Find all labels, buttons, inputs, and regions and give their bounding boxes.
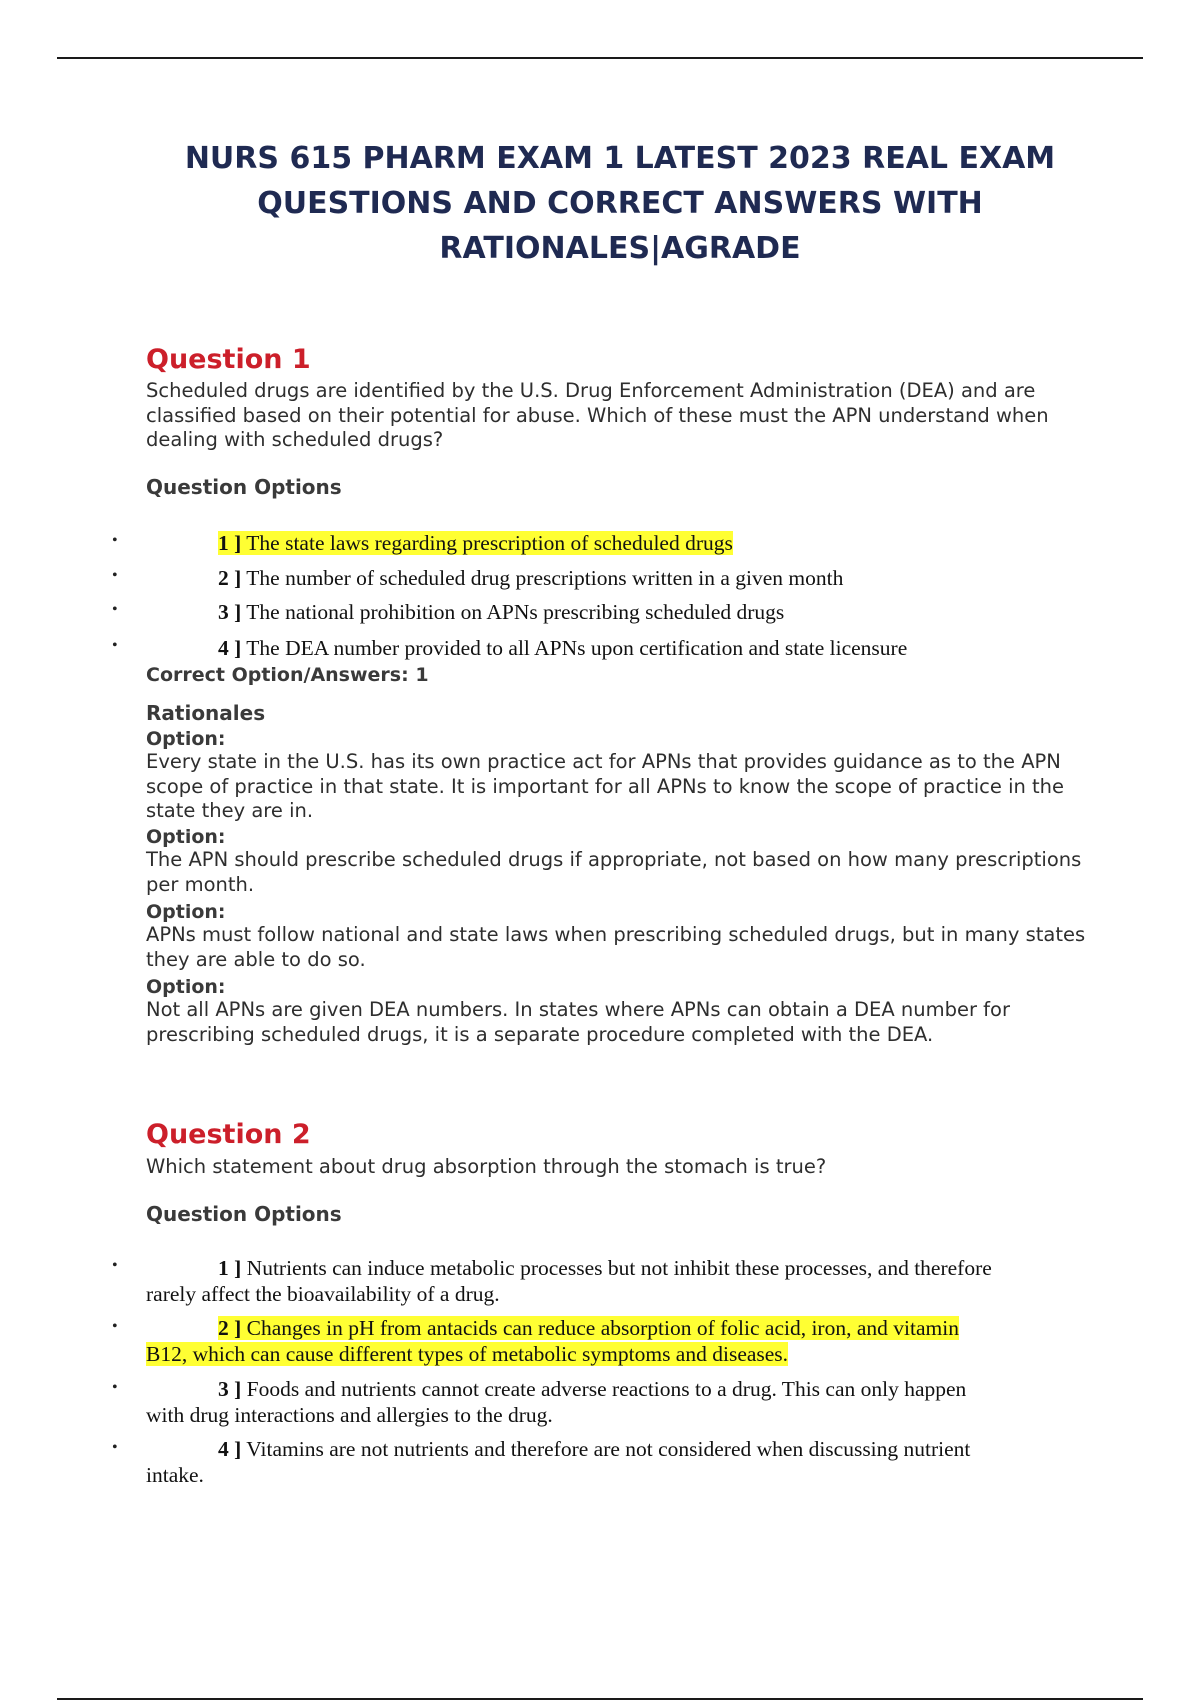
option-text: The national prohibition on APNs prescribing scheduled drugs — [241, 600, 785, 624]
option-text-line-1: Foods and nutrients cannot create adverse reactions to a drug. This can only happen — [241, 1377, 967, 1401]
q2-option-2 — [146, 1315, 1096, 1367]
option-text-line-1: Nutrients can induce metabolic processes but not inhibit these processes, and therefore — [241, 1256, 992, 1280]
option-text: The number of scheduled drug prescriptions written in a given month — [241, 566, 844, 590]
document-title — [140, 136, 1100, 271]
q1-option-1 — [146, 530, 1096, 556]
bullet: • — [112, 1379, 118, 1396]
option-text-line-2: B12, which can cause different types of metabolic symptoms and diseases. — [146, 1342, 789, 1366]
option-number: 3 ] — [218, 1377, 242, 1401]
bullet: • — [112, 1318, 118, 1335]
rationale-4-text: Not all APNs are given DEA numbers. In states where APNs can obtain a DEA number for prescribing scheduled drugs, it is a separate procedure completed with the DEA. — [146, 998, 1010, 1046]
option-number: 4 ] — [218, 636, 242, 660]
option-number: 3 ] — [218, 600, 242, 624]
option-number: 1 ] — [218, 531, 242, 555]
question-2-heading: Question 2 — [146, 1119, 311, 1150]
rationales-heading: Rationales — [146, 701, 266, 725]
title-line-1: NURS 615 PHARM EXAM 1 LATEST 2023 REAL EXAM — [184, 141, 1056, 176]
q1-option-1-highlight — [218, 531, 733, 555]
bullet: • — [112, 601, 118, 618]
rationale-2-text: The APN should prescribe scheduled drugs if appropriate, not based on how many prescriptions per month. — [146, 848, 1082, 896]
option-number: 1 ] — [218, 1256, 242, 1280]
q2-option-2-highlight — [218, 1316, 959, 1340]
q1-option-2 — [146, 565, 1096, 591]
q2-option-3 — [146, 1376, 1096, 1428]
option-text-line-1: Changes in pH from antacids can reduce absorption of folic acid, iron, and vitamin — [241, 1316, 959, 1340]
question-2-options-heading: Question Options — [146, 1202, 342, 1226]
rationale-4-label: Option: — [146, 976, 226, 998]
top-rule — [57, 57, 1143, 59]
rationale-1-text: Every state in the U.S. has its own practice act for APNs that provides guidance as to the APN scope of practice in that state. It is important for all APNs to know the scope of practice in the state they are in. — [146, 750, 1065, 822]
option-text: The state laws regarding prescription of scheduled drugs — [241, 531, 733, 555]
option-text-line-2: rarely affect the bioavailability of a drug. — [146, 1282, 500, 1306]
option-text-line-1: Vitamins are not nutrients and therefore are not considered when discussing nutrient — [241, 1437, 971, 1461]
bullet: • — [112, 1439, 118, 1456]
question-1-text: Scheduled drugs are identified by the U.S. Drug Enforcement Administration (DEA) and are classified based on their potential for abuse. Which of these must the APN understand when dealing with scheduled drugs? — [146, 379, 1049, 451]
question-1-options-heading: Question Options — [146, 475, 342, 499]
question-1-heading: Question 1 — [146, 344, 311, 375]
bullet: • — [112, 532, 118, 549]
q2-option-1 — [146, 1255, 1096, 1307]
bullet: • — [112, 1257, 118, 1274]
q1-option-3 — [146, 599, 1096, 625]
option-number: 2 ] — [218, 1316, 242, 1340]
option-text-line-2: intake. — [146, 1463, 204, 1487]
q2-option-4 — [146, 1436, 1096, 1488]
option-text: The DEA number provided to all APNs upon certification and state licensure — [241, 636, 908, 660]
q1-option-4 — [146, 635, 1096, 661]
bullet: • — [112, 567, 118, 584]
rationale-2-label: Option: — [146, 826, 226, 848]
option-number: 4 ] — [218, 1437, 242, 1461]
rationale-3-text: APNs must follow national and state laws when prescribing scheduled drugs, but in many states they are able to do so. — [146, 923, 1086, 971]
title-line-2: QUESTIONS AND CORRECT ANSWERS WITH — [257, 186, 983, 221]
rationale-1-label: Option: — [146, 728, 226, 750]
title-line-3: RATIONALES|AGRADE — [439, 231, 801, 266]
rationale-3-label: Option: — [146, 901, 226, 923]
bullet: • — [112, 637, 118, 654]
option-number: 2 ] — [218, 566, 242, 590]
option-text-line-2: with drug interactions and allergies to the drug. — [146, 1403, 553, 1427]
question-2-text: Which statement about drug absorption through the stomach is true? — [146, 1155, 827, 1178]
correct-answer: Correct Option/Answers: 1 — [146, 664, 429, 686]
